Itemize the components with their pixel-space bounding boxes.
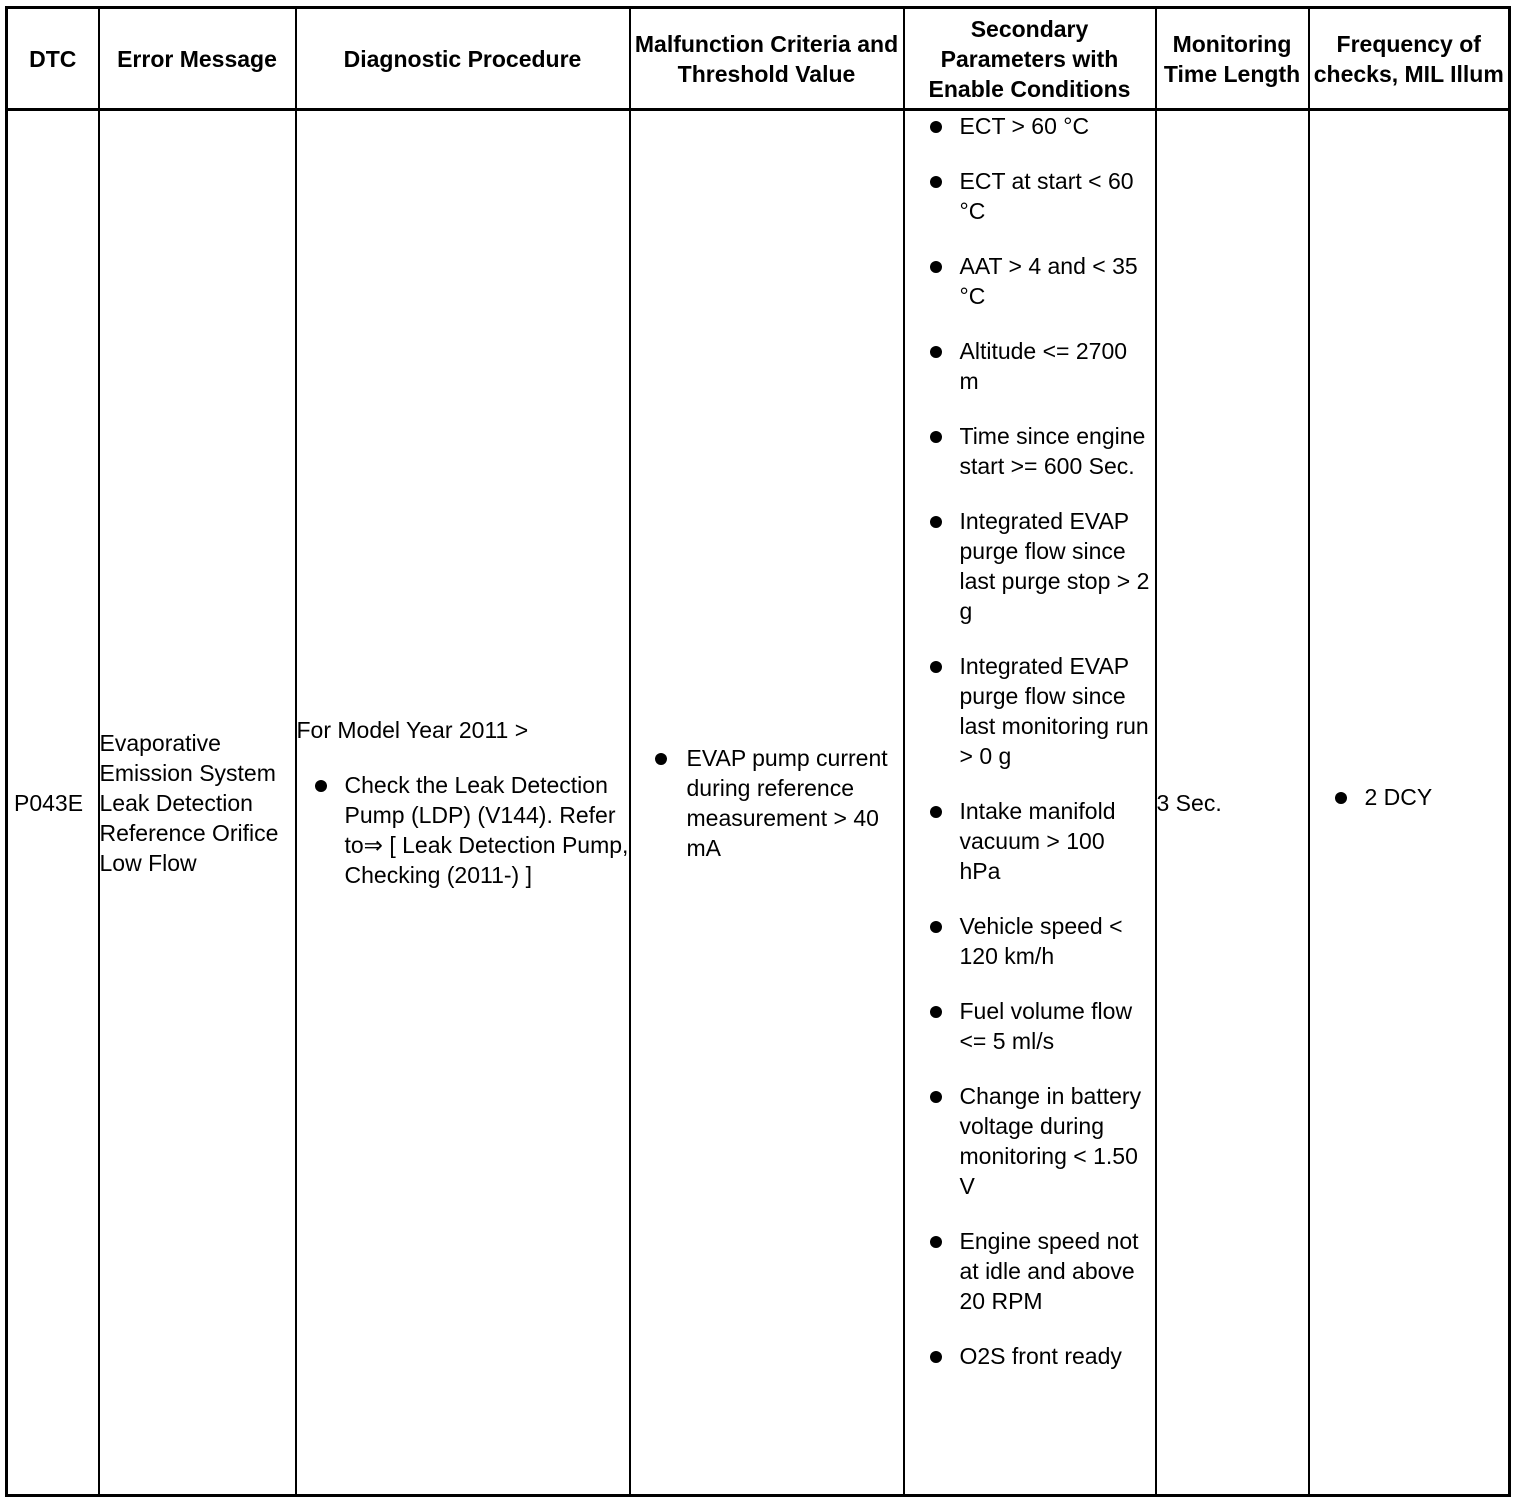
cell-frequency — [1309, 110, 1510, 1496]
header-row — [7, 8, 1510, 110]
header-monitoring-time: Monitoring Time Length — [1156, 8, 1309, 110]
list-item — [905, 421, 1151, 481]
parameter-text: Altitude <= 2700 m — [959, 338, 1128, 394]
criteria-text: EVAP pump current during reference measurement > 40 mA — [686, 744, 888, 861]
bullet-icon — [930, 1091, 942, 1103]
diagnostic-list — [297, 770, 629, 890]
bullet-icon — [930, 806, 942, 818]
bullet-icon — [315, 780, 327, 792]
criteria-list — [631, 743, 897, 863]
bullet-icon — [930, 1236, 942, 1248]
list-item — [905, 1081, 1151, 1201]
bullet-icon — [655, 753, 667, 765]
bullet-icon — [930, 261, 942, 273]
list-item — [1310, 782, 1509, 812]
cell-error-message — [99, 110, 296, 1496]
list-item — [905, 911, 1151, 971]
bullet-icon — [1335, 792, 1347, 804]
bullet-icon — [930, 346, 942, 358]
diagnostic-intro: For Model Year 2011 > — [296, 717, 529, 743]
monitoring-time-text: 3 Sec. — [1156, 789, 1222, 816]
parameter-text: Change in battery voltage during monitoring < 1.50 V — [959, 1083, 1142, 1199]
dtc-code: P043E — [14, 789, 84, 816]
bullet-icon — [930, 516, 942, 528]
parameter-text: Vehicle speed < 120 km/h — [959, 913, 1123, 969]
parameter-text: O2S front ready — [959, 1343, 1122, 1369]
parameter-text: Time since engine start >= 600 Sec. — [959, 423, 1146, 479]
dtc-table — [5, 6, 1511, 1497]
header-error-message: Error Message — [99, 8, 296, 110]
parameter-text: ECT at start < 60 °C — [959, 168, 1134, 224]
header-frequency: Frequency of checks, MIL Illum — [1309, 8, 1510, 110]
parameter-text: Integrated EVAP purge flow since last monitoring run > 0 g — [959, 653, 1149, 769]
parameter-text: Fuel volume flow <= 5 ml/s — [959, 998, 1133, 1054]
header-dtc: DTC — [7, 8, 99, 110]
frequency-list — [1310, 782, 1509, 812]
bullet-icon — [930, 661, 942, 673]
list-item — [905, 996, 1151, 1056]
bullet-icon — [930, 431, 942, 443]
list-item — [905, 111, 1151, 141]
header-secondary-parameters: Secondary Parameters with Enable Conditions — [904, 8, 1156, 110]
list-item — [905, 1341, 1151, 1371]
list-item — [631, 743, 897, 863]
list-item — [905, 651, 1151, 771]
cell-dtc — [7, 110, 99, 1496]
secondary-parameters-list — [905, 111, 1151, 1371]
bullet-icon — [930, 176, 942, 188]
list-item — [905, 1226, 1151, 1316]
parameter-text: Integrated EVAP purge flow since last purge stop > 2 g — [959, 508, 1150, 624]
parameter-text: ECT > 60 °C — [959, 113, 1090, 139]
cell-monitoring-time — [1156, 110, 1309, 1496]
parameter-text: Intake manifold vacuum > 100 hPa — [959, 798, 1116, 884]
table-row — [7, 110, 1510, 1496]
list-item — [905, 251, 1151, 311]
cell-secondary-parameters — [904, 110, 1156, 1496]
bullet-icon — [930, 121, 942, 133]
cell-diagnostic-procedure — [296, 110, 630, 1496]
header-diagnostic-procedure: Diagnostic Procedure — [296, 8, 630, 110]
list-item — [905, 336, 1151, 396]
list-item — [905, 506, 1151, 626]
parameter-text: Engine speed not at idle and above 20 RPM — [959, 1228, 1139, 1314]
cell-malfunction-criteria — [630, 110, 904, 1496]
frequency-text: 2 DCY — [1364, 783, 1433, 810]
bullet-icon — [930, 1351, 942, 1363]
list-item — [905, 796, 1151, 886]
header-malfunction-criteria: Malfunction Criteria and Threshold Value — [630, 8, 904, 110]
bullet-icon — [930, 1006, 942, 1018]
table-header — [7, 8, 1510, 110]
error-message-text: Evaporative Emission System Leak Detection Reference Orifice Low Flow — [99, 729, 279, 876]
bullet-icon — [930, 921, 942, 933]
diagnostic-step-text: Check the Leak Detection Pump (LDP) (V144). Refer to⇒ [ Leak Detection Pump, Checking (2011-) ] — [344, 772, 629, 888]
parameter-text: AAT > 4 and < 35 °C — [959, 253, 1138, 309]
list-item — [297, 770, 629, 890]
list-item — [905, 166, 1151, 226]
